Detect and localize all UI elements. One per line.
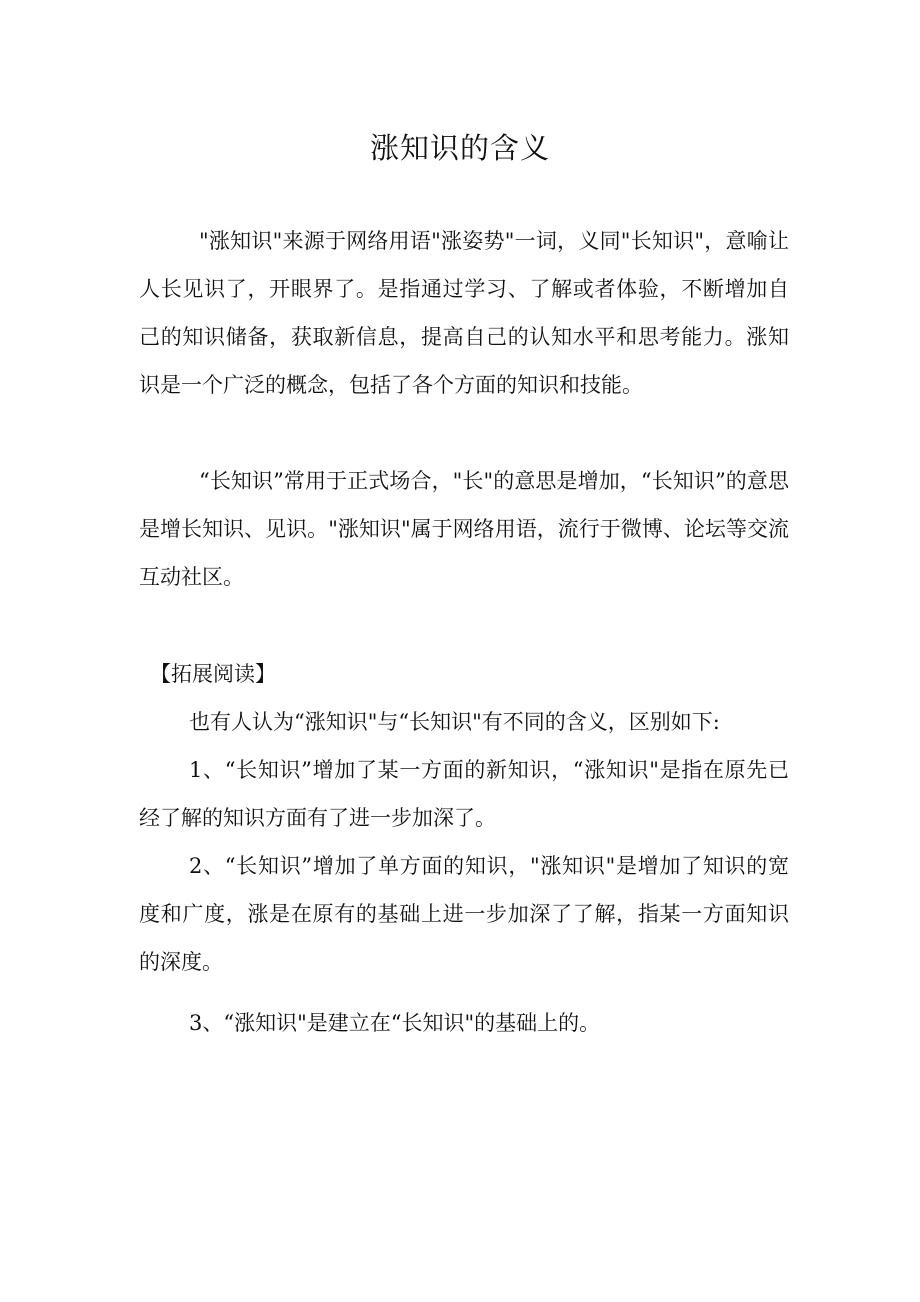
extended-intro: 也有人认为“涨知识"与“长知识"有不同的含义，区别如下: [189,710,720,734]
difference-item-1: 1、“长知识”增加了某一方面的新知识，“涨知识"是指在原先已经了解的知识方面有了进一步加深了。 [139,758,789,830]
extended-reading-heading: 【拓展阅读】 [150,662,276,686]
paragraph-definition: "涨知识"来源于网络用语"涨姿势"一词，义同"长知识"，意喻让人长见识了，开眼界了。是指通过学习、了解或者体验，不断增加自己的知识储备，获取新信息，提高自己的认知水平和思考能力。涨知识是一个广泛的概念，包括了各个方面的知识和技能。 [139,229,789,397]
difference-item-2: 2、“长知识”增加了单方面的知识，"涨知识"是增加了知识的宽度和广度，涨是在原有的基础上进一步加深了了解，指某一方面知识的深度。 [139,854,789,974]
paragraph-usage: “长知识”常用于正式场合，"长"的意思是增加，“长知识”的意思是增长知识、见识。"涨知识"属于网络用语，流行于微博、论坛等交流互动社区。 [139,469,789,589]
difference-item-3: 3、“涨知识"是建立在“长知识"的基础上的。 [189,1011,601,1035]
document-title: 涨知识的含义 [369,131,550,165]
